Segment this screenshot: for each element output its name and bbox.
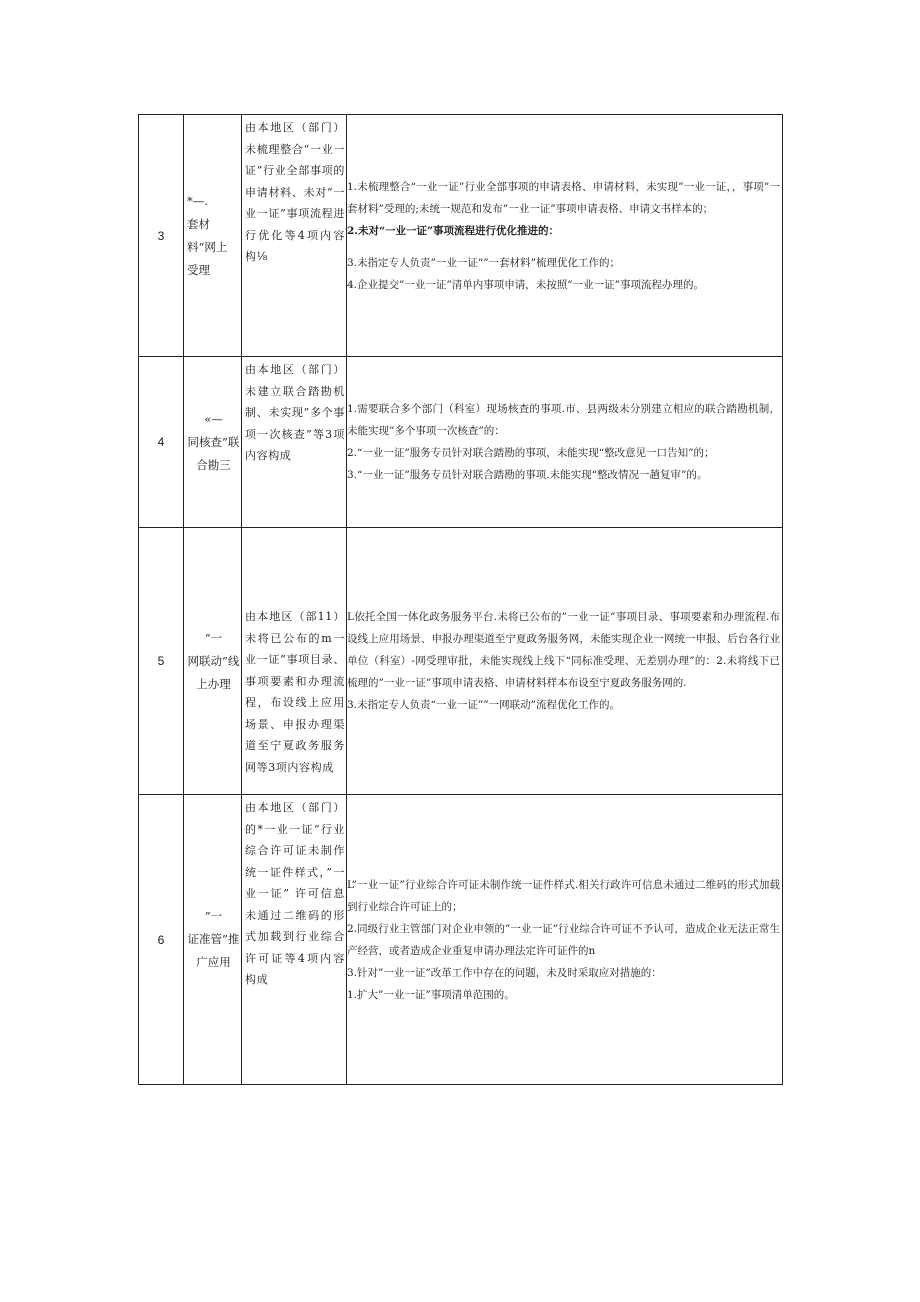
item-name: *—. 套材 料“网上 受理 <box>187 193 228 277</box>
violation-table <box>138 114 783 1085</box>
item-name: «— 同核查”联 合勘三 <box>187 411 240 472</box>
table-row <box>139 528 783 795</box>
detail-cell <box>347 528 783 795</box>
table-row <box>139 795 783 1085</box>
scope-cell <box>242 357 347 528</box>
detail-cell <box>347 795 783 1085</box>
scope-text: 由本地区（部门）未梳理整合“一业一证”行业全部事项的申请材料、未对“一业一证”事项流程进行优化等4项内容构⅛ <box>245 121 345 263</box>
scope-text: 由本地区（部门）的*一业一证”行业综合许可证未制作统一证件样式，”一业一证” 许可信息未通过二维码的形式加载到行业综合许可证等4项内容构成 <box>245 801 345 986</box>
row-number: 3 <box>139 115 184 357</box>
detail-line: 3.未指定专人负责“一业一证””一网联动”流程优化工作的。 <box>347 699 620 711</box>
item-name: “一 网联动”线 上办理 <box>187 630 240 691</box>
item-name-cell <box>184 528 242 795</box>
detail-cell <box>347 115 783 357</box>
detail-line: 4.企业提交”一业一证”清单内事项申请，未按照”一业一证”事项流程办理的。 <box>347 278 704 291</box>
item-name: ”一 证准管”推 广应用 <box>187 909 240 969</box>
row-number: 4 <box>139 357 184 528</box>
table-row <box>139 115 783 357</box>
detail-line: L”一业一证”行业综合许可证未制作统一证件样式.相关行政许可信息未通过二维码的形式加载到行业综合许可证上的； <box>347 878 780 913</box>
scope-cell <box>242 528 347 795</box>
detail-line: 1.未梳理整合“一业一证”行业全部事项的申请表格、申请材料，未实现”一业一证，，事项”一套材料”受理的;未统一规范和发布”一业一证”事项申请表格、申请文书样本的； <box>347 180 780 215</box>
item-name-cell <box>184 115 242 357</box>
row-number: 6 <box>139 795 184 1085</box>
detail-line: 2.未对“一业一证”事项流程进行优化推进的： <box>347 224 560 237</box>
detail-line: 1.需要联合多个部门（科室）现场核查的事项.市、县两级未分别建立相应的联合踏勘机制，未能实现”多个事项一次核查”的： <box>347 403 780 437</box>
scope-text: 由本地区（部11）未将已公布的m一业一证”事项目录、事项要素和办理流程，布设线上应用场景、申报办理渠道至宁夏政务服务网等3项内容构成 <box>245 610 345 774</box>
detail-line: 3.未指定专人负责”一业一证””一套材料”梳理优化工作的； <box>347 256 620 269</box>
detail-line: 1.扩大”一业一证”事项清单范围的。 <box>347 988 515 1001</box>
detail-cell <box>347 357 783 528</box>
scope-cell <box>242 115 347 357</box>
detail-line: 2.同级行业主管部门对企业申领的”一业一证”行业综合许可证不予认可，造成企业无法正常生产经营，或者造成企业重复申请办理法定许可证件的n <box>347 922 780 957</box>
detail-line: 3.“一业一证”服务专员针对联合踏勘的事项.未能实现“整改情况一趟复审”的。 <box>347 469 708 481</box>
detail-line: 3.针对”一业一证”改革工作中存在的问题，未及时采取应对措施的： <box>347 966 662 979</box>
row-number: 5 <box>139 528 184 795</box>
detail-line: 2.“一业一证”服务专员针对联合踏勘的事项，未能实现“整改意见一口告知”的； <box>347 447 715 459</box>
scope-text: 由本地区（部门）未建立联合踏勘机制、未实现”多个事项一次核查”等3项内容构成 <box>245 363 345 462</box>
scope-cell <box>242 795 347 1085</box>
item-name-cell <box>184 357 242 528</box>
detail-line: L依托全国一体化政务服务平台.未将已公布的”一业一证”事项目录、事项要素和办理流程.布设线上应用场景、申报办理渠道至宁夏政务服务网，未能实现企业一网统一申报、后台各行业单位（科室）-网受理审批，未能实现线上线下“同标准受理、无差别办理”的：2.未将线下已梳理的”一业一证”事项申请表格、申请材料样本布设至宁夏政务服务网的. <box>347 611 780 689</box>
item-name-cell <box>184 795 242 1085</box>
table-row <box>139 357 783 528</box>
